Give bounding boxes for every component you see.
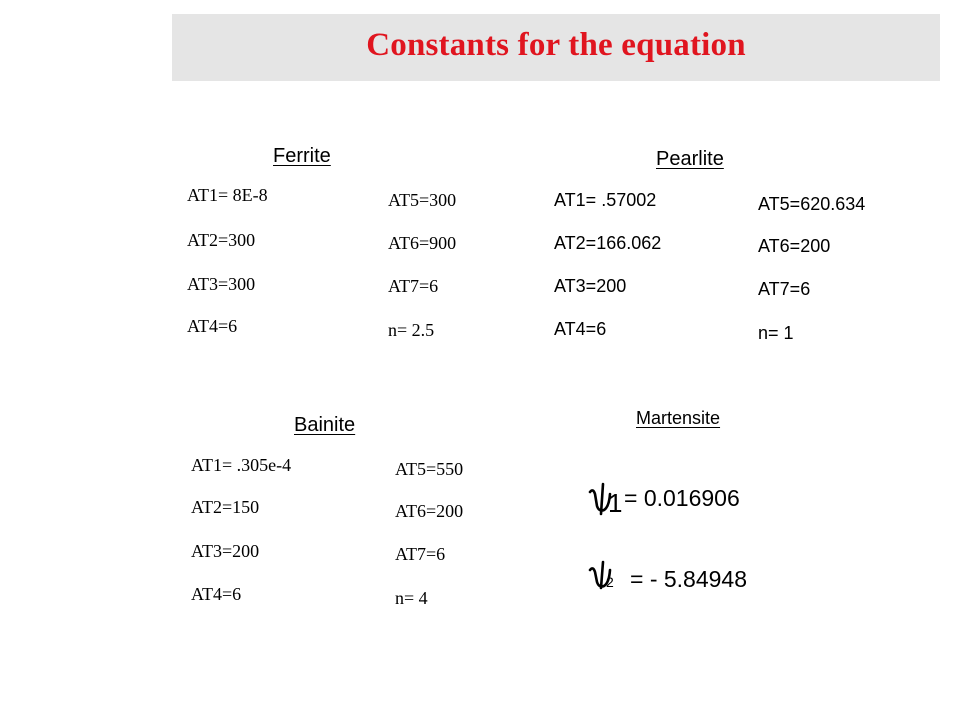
martensite-psi2-value: = - 5.84948 bbox=[630, 566, 748, 592]
page-title: Constants for the equation bbox=[366, 27, 746, 63]
pearlite-at6: AT6=200 bbox=[758, 236, 831, 256]
ferrite-at6: AT6=900 bbox=[388, 233, 457, 253]
ferrite-at4: AT4=6 bbox=[187, 316, 238, 336]
bainite-at5: AT5=550 bbox=[395, 459, 464, 479]
ferrite-heading: Ferrite bbox=[273, 145, 331, 167]
pearlite-at3: AT3=200 bbox=[554, 276, 627, 296]
ferrite-at2: AT2=300 bbox=[187, 230, 256, 250]
bainite-at2: AT2=150 bbox=[191, 497, 260, 517]
ferrite-at1: AT1= 8E-8 bbox=[187, 185, 268, 205]
bainite-at6: AT6=200 bbox=[395, 501, 464, 521]
bainite-at3: AT3=200 bbox=[191, 541, 260, 561]
pearlite-heading: Pearlite bbox=[656, 148, 724, 170]
ferrite-n: n= 2.5 bbox=[388, 320, 435, 340]
bainite-n: n= 4 bbox=[395, 588, 428, 608]
ferrite-at5: AT5=300 bbox=[388, 190, 457, 210]
martensite-heading: Martensite bbox=[636, 408, 721, 428]
psi-1-subscript: 1 bbox=[608, 488, 623, 518]
title-bar bbox=[172, 14, 940, 81]
bainite-at4: AT4=6 bbox=[191, 584, 242, 604]
pearlite-at2: AT2=166.062 bbox=[554, 233, 662, 253]
pearlite-at7: AT7=6 bbox=[758, 279, 811, 299]
bainite-at1: AT1= .305e-4 bbox=[191, 455, 292, 475]
pearlite-at5: AT5=620.634 bbox=[758, 194, 866, 214]
ferrite-at7: AT7=6 bbox=[388, 276, 439, 296]
ferrite-at3: AT3=300 bbox=[187, 274, 256, 294]
pearlite-n: n= 1 bbox=[758, 323, 794, 343]
martensite-psi1-value: = 0.016906 bbox=[624, 485, 740, 511]
psi-2-subscript: 2 bbox=[606, 574, 614, 590]
bainite-at7: AT7=6 bbox=[395, 544, 446, 564]
pearlite-at4: AT4=6 bbox=[554, 319, 607, 339]
pearlite-at1: AT1= .57002 bbox=[554, 190, 657, 210]
bainite-heading: Bainite bbox=[294, 414, 356, 436]
